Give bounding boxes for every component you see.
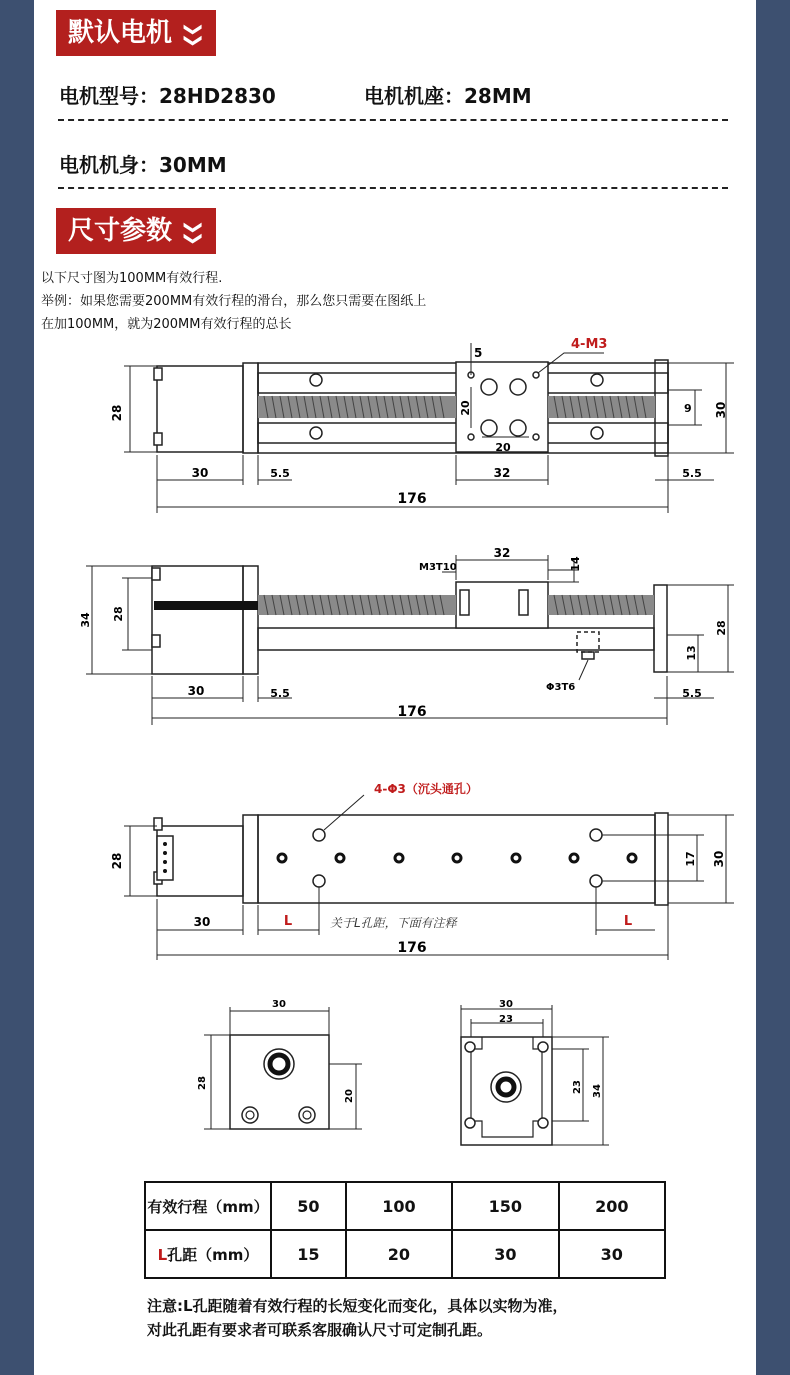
table-cell: 30 bbox=[559, 1230, 665, 1278]
l-spacing-table bbox=[144, 1181, 666, 1279]
table-cell: 20 bbox=[346, 1230, 452, 1278]
drawing-end-view-left bbox=[184, 995, 364, 1145]
drawing-top-view bbox=[34, 335, 756, 520]
table-cell: 15 bbox=[271, 1230, 346, 1278]
dim-label: 28 bbox=[110, 404, 124, 422]
section-title: 默认电机 bbox=[68, 18, 173, 48]
dim-label: 32 bbox=[493, 466, 511, 480]
dim-label: 23 bbox=[499, 1014, 513, 1025]
motor-body: 电机机身：30MM bbox=[59, 153, 227, 177]
table-row bbox=[145, 1230, 665, 1278]
dim-label: 28 bbox=[112, 606, 125, 622]
dim-label: 30 bbox=[191, 466, 209, 480]
table-header-spacing bbox=[145, 1230, 271, 1278]
dim-label: 30 bbox=[193, 915, 211, 929]
chevron-down-icon: ❯❯ bbox=[183, 219, 205, 243]
dim-label: 34 bbox=[79, 612, 92, 628]
l-letter: L bbox=[157, 1245, 168, 1264]
table-header-spacing-label: 孔距（mm） bbox=[167, 1245, 259, 1264]
dim-label: 5.5 bbox=[682, 467, 702, 480]
dim-label: 20 bbox=[344, 1089, 355, 1103]
dim-label: 5.5 bbox=[270, 687, 290, 700]
table-cell: 200 bbox=[559, 1182, 665, 1230]
dim-label: 34 bbox=[592, 1084, 603, 1098]
note-line: 在加100MM，就为200MM有效行程的总长 bbox=[41, 317, 292, 332]
callout-m3: 4-M3 bbox=[571, 337, 608, 352]
dim-label: 5 bbox=[474, 346, 483, 360]
note-line: 举例：如果您需要200MM有效行程的滑台，那么您只需要在图纸上 bbox=[41, 294, 427, 309]
table-header-stroke: 有效行程（mm） bbox=[145, 1182, 271, 1230]
dim-label: 30 bbox=[187, 684, 205, 698]
dim-label: 30 bbox=[714, 401, 728, 419]
footnote bbox=[147, 1294, 568, 1342]
footnote-line: 对此孔距有要求者可联系客服确认尺寸可定制孔距。 bbox=[147, 1321, 493, 1339]
footnote-line: 注意:L孔距随着有效行程的长短变化而变化，具体以实物为准， bbox=[147, 1297, 568, 1315]
dim-label: 5.5 bbox=[682, 687, 702, 700]
dim-label: 30 bbox=[499, 999, 513, 1010]
table-cell: 30 bbox=[452, 1230, 558, 1278]
table-cell: 150 bbox=[452, 1182, 558, 1230]
dim-label: 30 bbox=[272, 999, 286, 1010]
dim-label: 30 bbox=[712, 850, 726, 868]
l-label-right: L bbox=[623, 914, 633, 929]
motor-seat: 电机机座：28MM bbox=[364, 84, 532, 108]
dim-label: 5.5 bbox=[270, 467, 290, 480]
dim-label: 14 bbox=[569, 556, 582, 572]
drawing-side-view bbox=[34, 540, 756, 725]
dim-label: 17 bbox=[684, 851, 697, 867]
motor-model: 电机型号：28HD2830 bbox=[59, 84, 276, 108]
l-note: 关于L孔距，下面有注释 bbox=[330, 916, 457, 930]
dim-label: 28 bbox=[197, 1076, 208, 1090]
product-sheet bbox=[34, 0, 756, 1375]
divider bbox=[58, 187, 728, 189]
dim-label: 20 bbox=[495, 441, 511, 454]
table-row bbox=[145, 1182, 665, 1230]
table-cell: 100 bbox=[346, 1182, 452, 1230]
callout-holes: 4-Φ3（沉头通孔） bbox=[374, 782, 478, 796]
dim-label: 20 bbox=[459, 400, 472, 416]
chevron-down-icon: ❯❯ bbox=[183, 21, 205, 45]
dim-label: 176 bbox=[397, 940, 427, 956]
dim-label: 9 bbox=[684, 402, 692, 415]
section-banner-dimensions bbox=[56, 208, 216, 254]
divider bbox=[58, 119, 728, 121]
l-label-left: L bbox=[283, 914, 293, 929]
table-cell: 50 bbox=[271, 1182, 346, 1230]
callout-m3t10: M3T10 bbox=[419, 562, 457, 573]
dim-label: 176 bbox=[397, 491, 427, 507]
dim-label: 23 bbox=[572, 1080, 583, 1094]
drawing-end-view-right bbox=[444, 995, 644, 1155]
dim-label: 176 bbox=[397, 704, 427, 720]
dim-label: 28 bbox=[715, 620, 728, 636]
note-line: 以下尺寸图为100MM有效行程. bbox=[41, 271, 223, 286]
drawing-bottom-view bbox=[34, 775, 756, 965]
dim-label: 28 bbox=[110, 852, 124, 870]
section-banner-default-motor bbox=[56, 10, 216, 56]
section-title: 尺寸参数 bbox=[68, 216, 173, 246]
dim-label: 13 bbox=[685, 645, 698, 661]
callout-phi3t6: Φ3T6 bbox=[546, 682, 576, 693]
dim-label: 32 bbox=[493, 546, 511, 560]
